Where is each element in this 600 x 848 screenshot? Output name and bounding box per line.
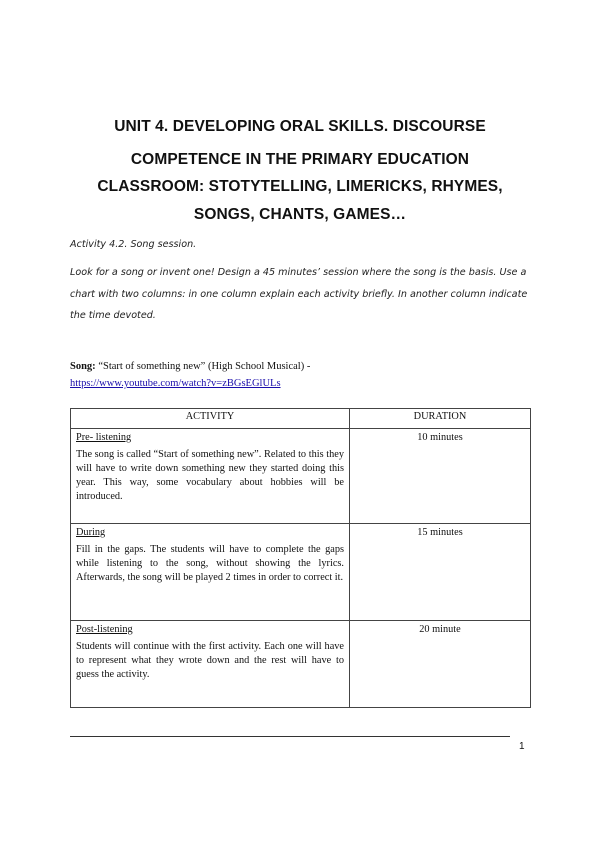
activity-description: Students will continue with the first activity. Each one will have to represent what they wrote down and the rest will have to guess the activity. — [76, 641, 344, 680]
header-duration: DURATION — [350, 409, 531, 429]
activity-cell — [71, 524, 350, 621]
activity-cell — [71, 429, 350, 524]
unit-title-line-3: CLASSROOM: STOTYTELLING, LIMERICKS, RHYMES, — [97, 178, 503, 195]
duration-cell: 10 minutes — [350, 429, 531, 524]
activity-cell — [71, 621, 350, 708]
song-link[interactable]: https://www.youtube.com/watch?v=zBGsEGlULs — [70, 378, 281, 389]
duration-cell: 15 minutes — [350, 524, 531, 621]
activity-description: Fill in the gaps. The students will have to complete the gaps while listening to the song, without showing the lyrics. Afterwards, the song will be played 2 times in order to correct it. — [76, 544, 344, 583]
song-line — [70, 361, 310, 372]
song-title: “Start of something new” (High School Musical) - — [98, 361, 311, 372]
song-label: Song: — [70, 361, 96, 372]
table-row — [71, 429, 531, 524]
activity-description: The song is called “Start of something new”. Related to this they will have to write down something new they started doing this year. This way, some vocabulary about hobbies will be introduced. — [76, 449, 344, 502]
footer-rule — [70, 736, 510, 737]
phase-label: Pre- listening — [76, 432, 132, 443]
session-table — [70, 408, 531, 708]
table-header-row — [71, 409, 531, 429]
unit-title-line-4: SONGS, CHANTS, GAMES… — [193, 206, 407, 223]
page-number: 1 — [519, 741, 525, 752]
unit-title-line-1: UNIT 4. DEVELOPING ORAL SKILLS. DISCOURSE — [114, 118, 486, 135]
table-row — [71, 621, 531, 708]
unit-title-line-2: COMPETENCE IN THE PRIMARY EDUCATION — [130, 151, 470, 168]
header-activity: ACTIVITY — [71, 409, 350, 429]
duration-cell: 20 minute — [350, 621, 531, 708]
phase-label: During — [76, 527, 106, 538]
activity-instructions: Look for a song or invent one! Design a 45 minutes’ session where the song is the basis. Use a chart with two columns: in one column explain each activity briefly. In another column indicate the time devoted. — [70, 267, 528, 321]
activity-heading: Activity 4.2. Song session. — [70, 239, 197, 250]
phase-label: Post-listening — [76, 624, 133, 635]
table-row — [71, 524, 531, 621]
